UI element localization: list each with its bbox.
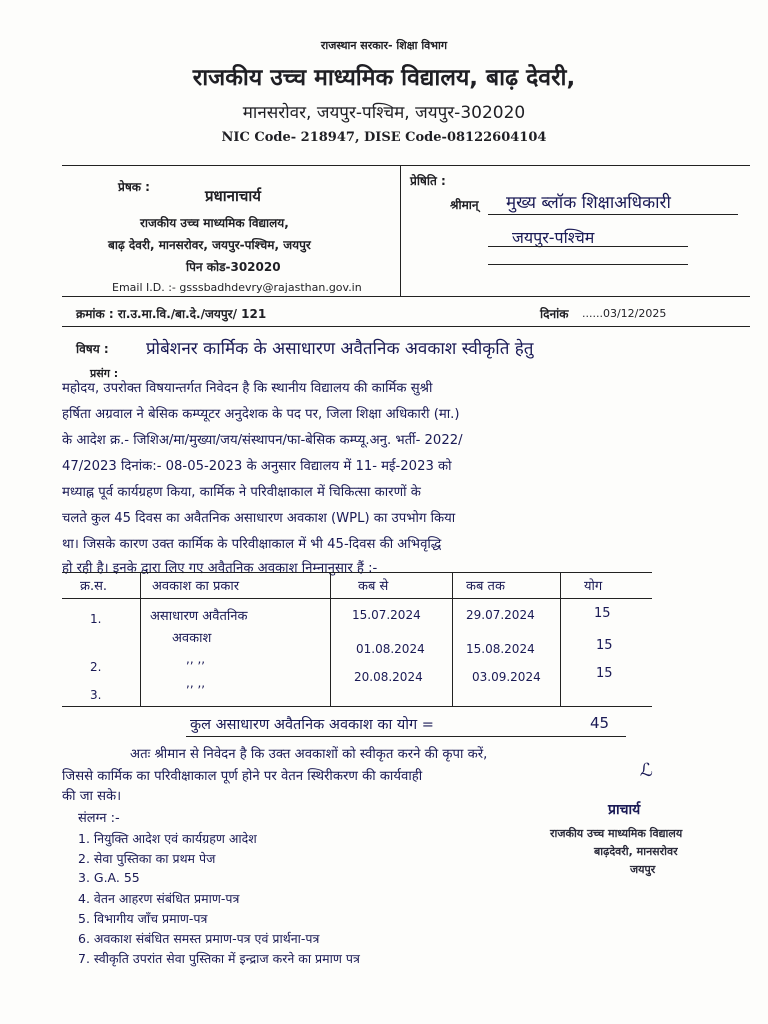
recipient-line1: मुख्य ब्लॉक शिक्षाअधिकारी [506,193,671,213]
sender-line2: बाढ़ देवरी, मानसरोवर, जयपुर-पश्चिम, जयपुर [108,238,311,252]
table-header-serial: क्र.स. [80,579,108,594]
date-value: ......03/12/2025 [582,307,667,320]
request-line: की जा सके। [62,789,122,804]
attachment-item: 3. G.A. 55 [78,870,140,885]
sender-label: प्रेषक : [118,180,150,194]
recipient-prefix: श्रीमान् [450,198,479,212]
table-serial: 1. [90,612,102,626]
attachment-item: 2. सेवा पुस्तिका का प्रथम पेज [78,851,216,866]
leave-type-ditto: ,, ,, [186,676,206,690]
table-col-divider [560,572,561,706]
ref-divider [62,326,750,327]
table-serial: 3. [90,688,102,702]
school-codes: NIC Code- 218947, DISE Code-08122604104 [221,130,547,145]
box-top-border [62,165,750,166]
leave-to: 03.09.2024 [472,670,541,684]
table-col-divider [452,572,453,706]
recipient-line2: जयपुर-पश्चिम [512,228,595,247]
leave-total: 15 [594,606,611,621]
body-line: के आदेश क्र.- जिशिअ/मा/मुख्या/जय/संस्थापन/फा-बेसिक कम्प्यू.अनु. भर्ती- 2022/ [62,433,463,448]
body-line: हो रही है। इनके द्वारा लिए गए अवैतनिक अवकाश निम्नानुसार हैं :- [62,561,378,576]
body-line: हर्षिता अग्रवाल ने बेसिक कम्प्यूटर अनुदेशक के पद पर, जिला शिक्षा अधिकारी (मा.) [62,407,460,422]
request-line: अतः श्रीमान से निवेदन है कि उक्त अवकाशों को स्वीकृत करने की कृपा करें, [130,747,488,762]
leave-from: 20.08.2024 [354,670,423,684]
body-line: था। जिसके कारण उक्त कार्मिक के परिवीक्षाकाल में भी 45-दिवस की अभिवृद्धि [62,537,442,552]
attachment-item: 7. स्वीकृति उपरांत सेवा पुस्तिका में इन्द्राज करने का प्रमाण पत्र [78,951,360,966]
request-line: जिससे कार्मिक का परिवीक्षाकाल पूर्ण होने पर वेतन स्थिरीकरण की कार्यवाही [62,769,423,784]
table-col-divider [140,572,141,706]
recipient-underline2 [488,246,688,247]
leave-total: 15 [596,666,613,681]
table-serial: 2. [90,660,102,674]
attachment-item: 5. विभागीय जाँच प्रमाण-पत्र [78,911,208,926]
leave-type: अवकाश [172,631,212,646]
school-name: राजकीय उच्च माध्यमिक विद्यालय, बाढ़ देवरी, [192,65,576,91]
body-line: चलते कुल 45 दिवस का अवैतनिक असाधारण अवकाश (WPL) का उपभोग किया [62,511,456,526]
sender-line3: पिन कोड-302020 [186,260,281,274]
body-line: महोदय, उपरोक्त विषयान्तर्गत निवेदन है कि स्थानीय विद्यालय की कार्मिक सुश्री [62,381,433,396]
total-label: कुल असाधारण अवैतनिक अवकाश का योग = [190,717,434,733]
sender-email: Email I.D. :- gsssbadhdevry@rajasthan.gov.in [112,281,362,294]
date-label: दिनांक [540,307,569,321]
table-header-border [62,598,652,599]
box-bottom-border [62,296,750,297]
stamp-line1: राजकीय उच्च माध्यमिक विद्यालय [550,827,683,840]
stamp-line2: बाढ़देवरी, मानसरोवर [594,845,678,858]
leave-to: 15.08.2024 [466,642,535,656]
table-header-to: कब तक [466,579,505,594]
table-header-total: योग [584,579,603,594]
body-line: 47/2023 दिनांक:- 08-05-2023 के अनुसार विद्यालय में 11- मई-2023 को [62,459,452,474]
subject-label: विषय : [76,342,109,356]
recipient-label: प्रेषिति : [410,174,446,188]
attachment-item: 4. वेतन आहरण संबंधित प्रमाण-पत्र [78,891,240,906]
school-address: मानसरोवर, जयपुर-पश्चिम, जयपुर-302020 [242,103,526,123]
leave-type-ditto: ,, ,, [186,652,206,666]
leave-total: 15 [596,638,613,653]
leave-from: 15.07.2024 [352,608,421,622]
sender-title: प्रधानाचार्य [205,187,261,205]
prasang-label: प्रसंग : [90,367,119,380]
leave-type: असाधारण अवैतनिक [150,609,248,624]
attachment-item: 6. अवकाश संबंधित समस्त प्रमाण-पत्र एवं प्रार्थना-पत्र [78,931,320,946]
signature-mark: ℒ [640,760,653,781]
stamp-line3: जयपुर [630,863,656,876]
govt-heading: राजस्थान सरकार- शिक्षा विभाग [320,39,448,52]
attachments-label: संलग्न :- [78,811,120,826]
sender-line1: राजकीय उच्च माध्यमिक विद्यालय, [140,216,289,230]
body-line: मध्याह्न पूर्व कार्यग्रहण किया, कार्मिक ने परिवीक्षाकाल में चिकित्सा कारणों के [62,485,421,500]
recipient-underline1 [488,214,738,215]
ref-number: क्रमांक : रा.उ.मा.वि./बा.दे./जयपुर/ 121 [76,307,267,321]
leave-to: 29.07.2024 [466,608,535,622]
total-underline [186,736,626,737]
box-divider [400,165,401,296]
table-header-type: अवकाश का प्रकार [152,579,240,594]
total-value: 45 [590,714,610,732]
leave-from: 01.08.2024 [356,642,425,656]
table-top-border [62,572,652,573]
table-bottom-border [62,706,652,707]
attachment-item: 1. नियुक्ति आदेश एवं कार्यग्रहण आदेश [78,831,257,846]
table-header-from: कब से [358,579,389,594]
recipient-underline3 [488,264,688,265]
subject-text: प्रोबेशनर कार्मिक के असाधारण अवैतनिक अवकाश स्वीकृति हेतु [146,339,534,359]
table-col-divider [330,572,331,706]
signature-title: प्राचार्य [608,802,641,818]
